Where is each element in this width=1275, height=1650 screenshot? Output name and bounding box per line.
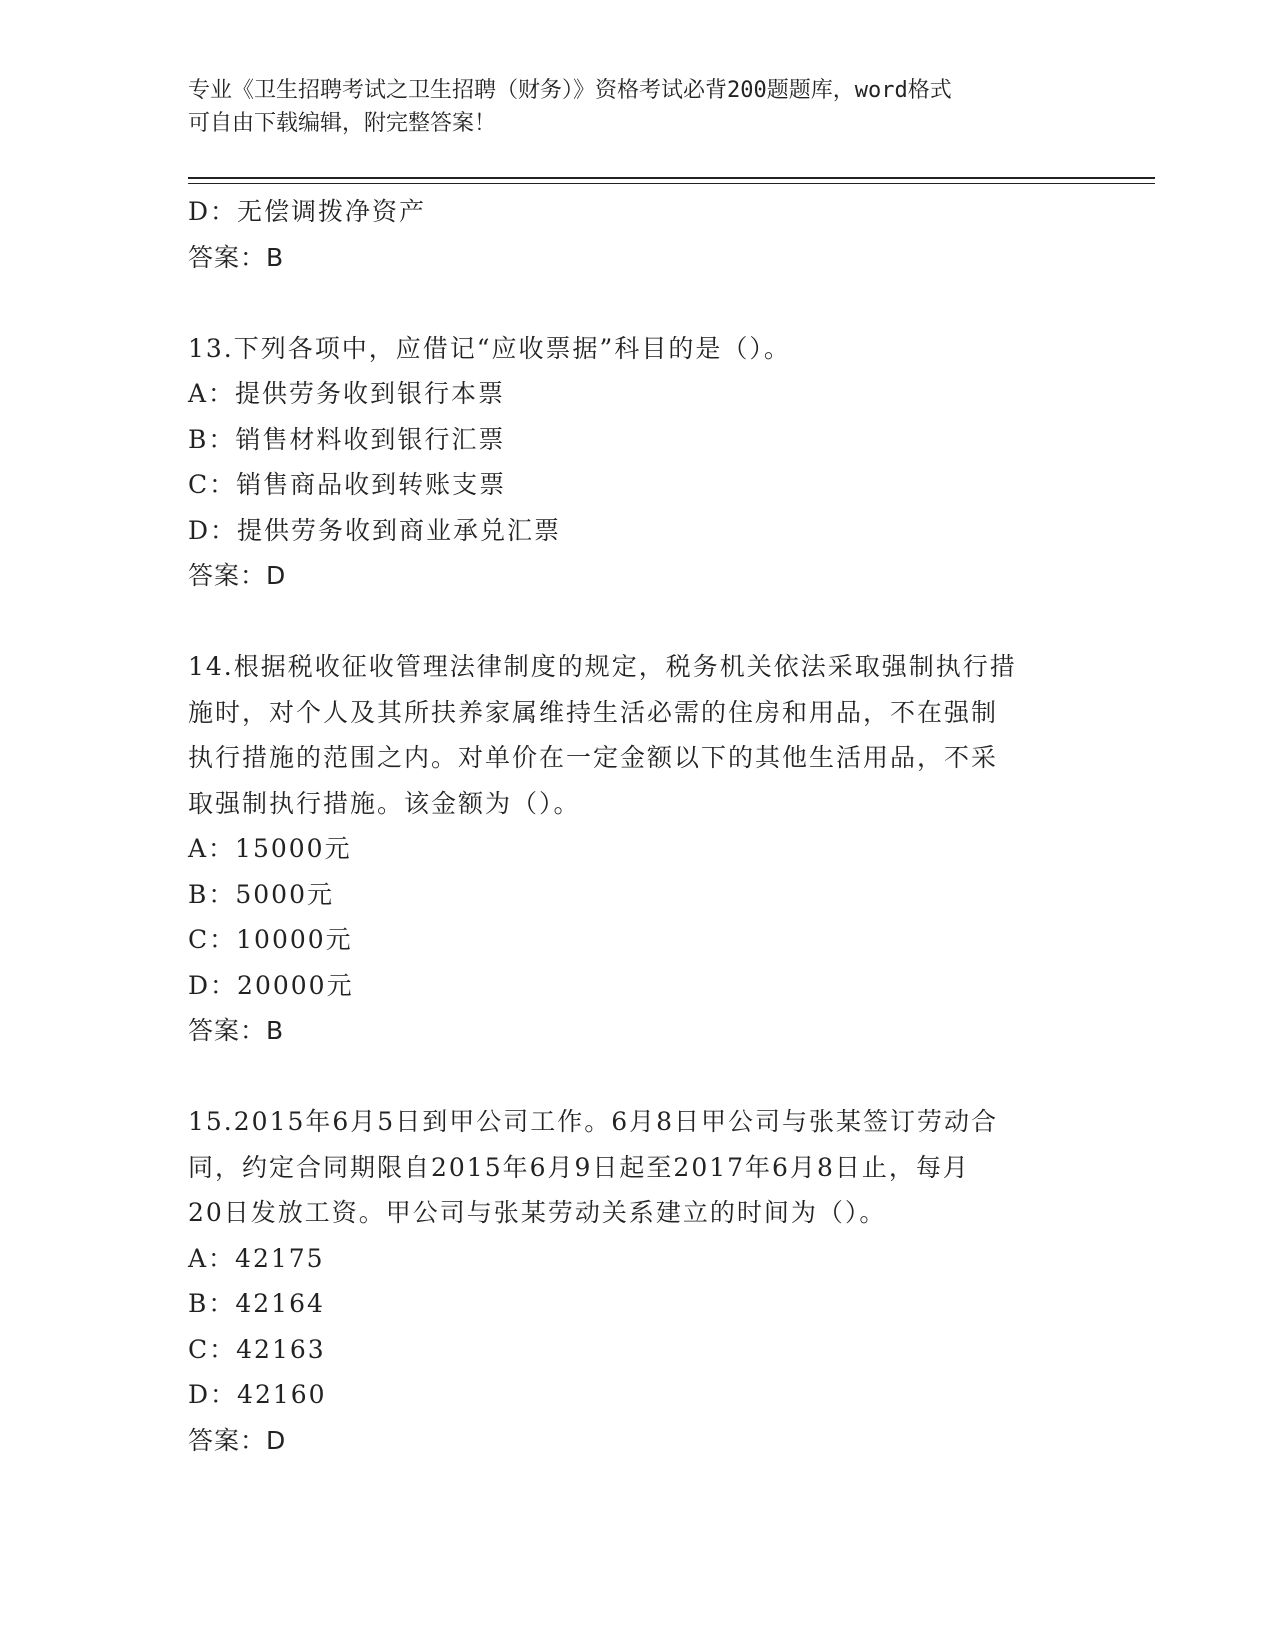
- spacer: [188, 599, 1088, 645]
- option-d: D：无偿调拨净资产: [188, 197, 427, 226]
- option-b: B：销售材料收到银行汇票: [188, 424, 506, 454]
- answer-line: 答案：B: [188, 242, 285, 272]
- page-header: [188, 74, 1088, 140]
- answer-line: 答案：D: [188, 561, 287, 590]
- option-d: D：42160: [188, 1380, 327, 1409]
- header-divider: [188, 177, 1155, 179]
- answer-line: 答案：D: [188, 1425, 287, 1455]
- question-stem-line: 取强制执行措施。该金额为（）。: [188, 788, 581, 818]
- question-stem-line: 15.2015年6月5日到甲公司工作。6月8日甲公司与张某签订劳动合: [188, 1107, 999, 1136]
- question-stem-line: 同，约定合同期限自2015年6月9日起至2017年6月8日止，每月: [188, 1152, 970, 1182]
- question-13: [188, 326, 1088, 599]
- option-a: A：15000元: [188, 834, 352, 863]
- option-c: C：销售商品收到转账支票: [188, 470, 507, 499]
- option-c: C：42163: [188, 1334, 326, 1364]
- spacer: [188, 280, 1088, 326]
- question-stem-line: 20日发放工资。甲公司与张某劳动关系建立的时间为（）。: [188, 1198, 887, 1227]
- question-15: [188, 1099, 1088, 1463]
- spacer: [188, 1054, 1088, 1100]
- question-stem-line: 执行措施的范围之内。对单价在一定金额以下的其他生活用品，不采: [188, 743, 999, 772]
- question-stem-line: 施时，对个人及其所扶养家属维持生活必需的住房和用品，不在强制: [188, 697, 999, 727]
- option-a: A：提供劳务收到银行本票: [188, 379, 506, 408]
- option-d: D：20000元: [188, 970, 354, 1000]
- previous-question-tail: [188, 189, 1088, 280]
- question-stem-line: 13.下列各项中，应借记“应收票据”科目的是（）。: [188, 333, 791, 363]
- option-c: C：10000元: [188, 925, 353, 954]
- answer-line: 答案：B: [188, 1016, 285, 1045]
- option-b: B：42164: [188, 1289, 325, 1318]
- header-line: 专业《卫生招聘考试之卫生招聘（财务）》资格考试必背200题题库，word格式: [188, 78, 952, 103]
- option-d: D：提供劳务收到商业承兑汇票: [188, 515, 562, 545]
- header-line: 可自由下载编辑，附完整答案！: [188, 111, 497, 136]
- option-b: B：5000元: [188, 879, 334, 909]
- question-stem-line: 14.根据税收征收管理法律制度的规定，税务机关依法采取强制执行措: [188, 652, 1017, 681]
- option-a: A：42175: [188, 1243, 325, 1273]
- header-divider-thin: [188, 183, 1155, 184]
- question-content: [188, 189, 1088, 1463]
- question-14: [188, 644, 1088, 1054]
